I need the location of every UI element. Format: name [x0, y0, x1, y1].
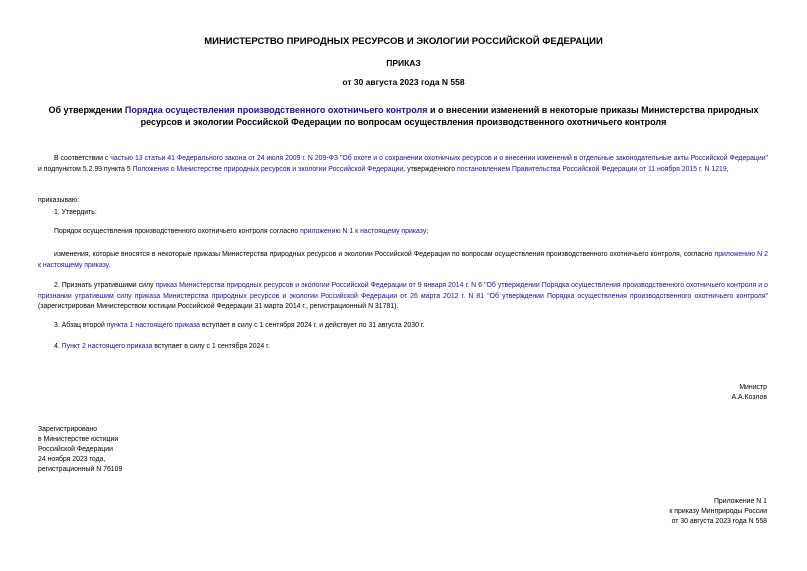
title-prefix: Об утверждении: [48, 105, 125, 115]
title-link[interactable]: Порядка осуществления производственного охотничьего контроля: [124, 105, 428, 115]
signature-position: Министр: [739, 384, 767, 391]
regulation-link[interactable]: Положения о Министерстве природных ресурсов и экологии Российской Федерации: [132, 165, 404, 173]
intro-text-3: , утвержденного: [403, 165, 457, 173]
government-decree-link[interactable]: постановлением Правительства Российской Федерации от 11 ноября 2015 г. N 1219: [456, 165, 727, 173]
signature-block: [732, 383, 767, 403]
intro-text-4: ,: [726, 165, 729, 173]
intro-paragraph: [38, 154, 768, 175]
item-1a-text: Порядок осуществления производственного охотничьего контроля согласно: [54, 228, 301, 235]
appendix-header: [669, 497, 767, 527]
item-1a-end: ;: [426, 228, 429, 235]
registration-line: в Министерстве юстиции: [38, 436, 119, 443]
appendix-1-link[interactable]: приложению N 1 к настоящему приказу: [300, 228, 427, 235]
item-1b: [38, 250, 768, 271]
appendix-line: к приказу Минприроды России: [669, 508, 767, 515]
item-2-end: (зарегистрирован Министерством юстиции Российской Федерации 31 марта 2014 г., регистрационный N 31781).: [38, 303, 399, 310]
document-title: [40, 104, 767, 128]
intro-text-2: и подпунктом 5.2.99 пункта 5: [38, 165, 133, 173]
signature-name: А.А.Козлов: [731, 394, 767, 401]
prikazyvayu: приказываю:: [38, 197, 79, 204]
item-3-text: 3. Абзац второй: [54, 322, 107, 329]
law-link[interactable]: частью 13 статьи 41 Федерального закона от 24 июля 2009 г. N 209-ФЗ "Об охоте и о сохранении охотничьих ресурсов и о внесении изменений в отдельные законодательные акты Российской Федерации": [110, 155, 769, 162]
item-2: [38, 281, 768, 313]
item-2-ref-link[interactable]: Пункт 2 настоящего приказа: [61, 343, 153, 350]
appendix-line: от 30 августа 2023 года N 558: [671, 518, 767, 525]
item-3-end: вступает в силу с 1 сентября 2024 г. и действует по 31 августа 2030 г.: [200, 322, 425, 329]
registration-line: Российской Федерации: [38, 446, 113, 453]
intro-text-1: В соответствии с: [54, 155, 111, 162]
item-1-ref-link[interactable]: пункта 1 настоящего приказа: [106, 322, 200, 329]
registration-block: [38, 425, 122, 475]
appendix-line: Приложение N 1: [713, 498, 767, 505]
item-1a: [38, 227, 768, 238]
registration-line: 24 ноября 2023 года,: [38, 456, 106, 463]
item-1: 1. Утвердить:: [54, 209, 97, 216]
item-1b-text: изменения, которые вносятся в некоторые приказы Министерства природных ресурсов и экологии Российской Федерации по вопросам осуществления производственного охотничьего контроля, согласно: [54, 251, 715, 258]
item-4-text: 4.: [54, 343, 62, 350]
item-4: [38, 342, 768, 353]
item-1b-end: .: [108, 261, 111, 269]
item-2-text: 2. Признать утратившими силу: [54, 282, 156, 289]
repealed-order-link[interactable]: приказ Министерства природных ресурсов и экологии Российской Федерации от 9 января 2014 г. N 6 "Об утверждении Порядка осуществления производственного охотничьего контроля и о признании утратившим силу приказа Министерства природных ресурсов и экологии Российской Федерации от 26 марта 2012 г. N 81 "Об утверждении Порядка осуществления производственного охотничьего контроля": [38, 282, 768, 300]
item-4-end: вступает в силу с 1 сентября 2024 г.: [152, 343, 270, 350]
ministry-header: МИНИСТЕРСТВО ПРИРОДНЫХ РЕСУРСОВ И ЭКОЛОГИИ РОССИЙСКОЙ ФЕДЕРАЦИИ: [204, 36, 603, 47]
doc-type: ПРИКАЗ: [386, 58, 421, 68]
registration-line: Зарегистрировано: [38, 426, 98, 433]
item-3: [38, 321, 768, 332]
doc-date-number: от 30 августа 2023 года N 558: [342, 77, 465, 87]
appendix-2-link[interactable]: приложению N 2 к настоящему приказу: [38, 251, 768, 269]
title-suffix: и о внесении изменений в некоторые приказы Министерства природных ресурсов и экологии Российской Федерации по вопросам осуществления производственного охотничьего контроля: [140, 105, 759, 127]
registration-line: регистрационный N 76109: [38, 466, 123, 473]
